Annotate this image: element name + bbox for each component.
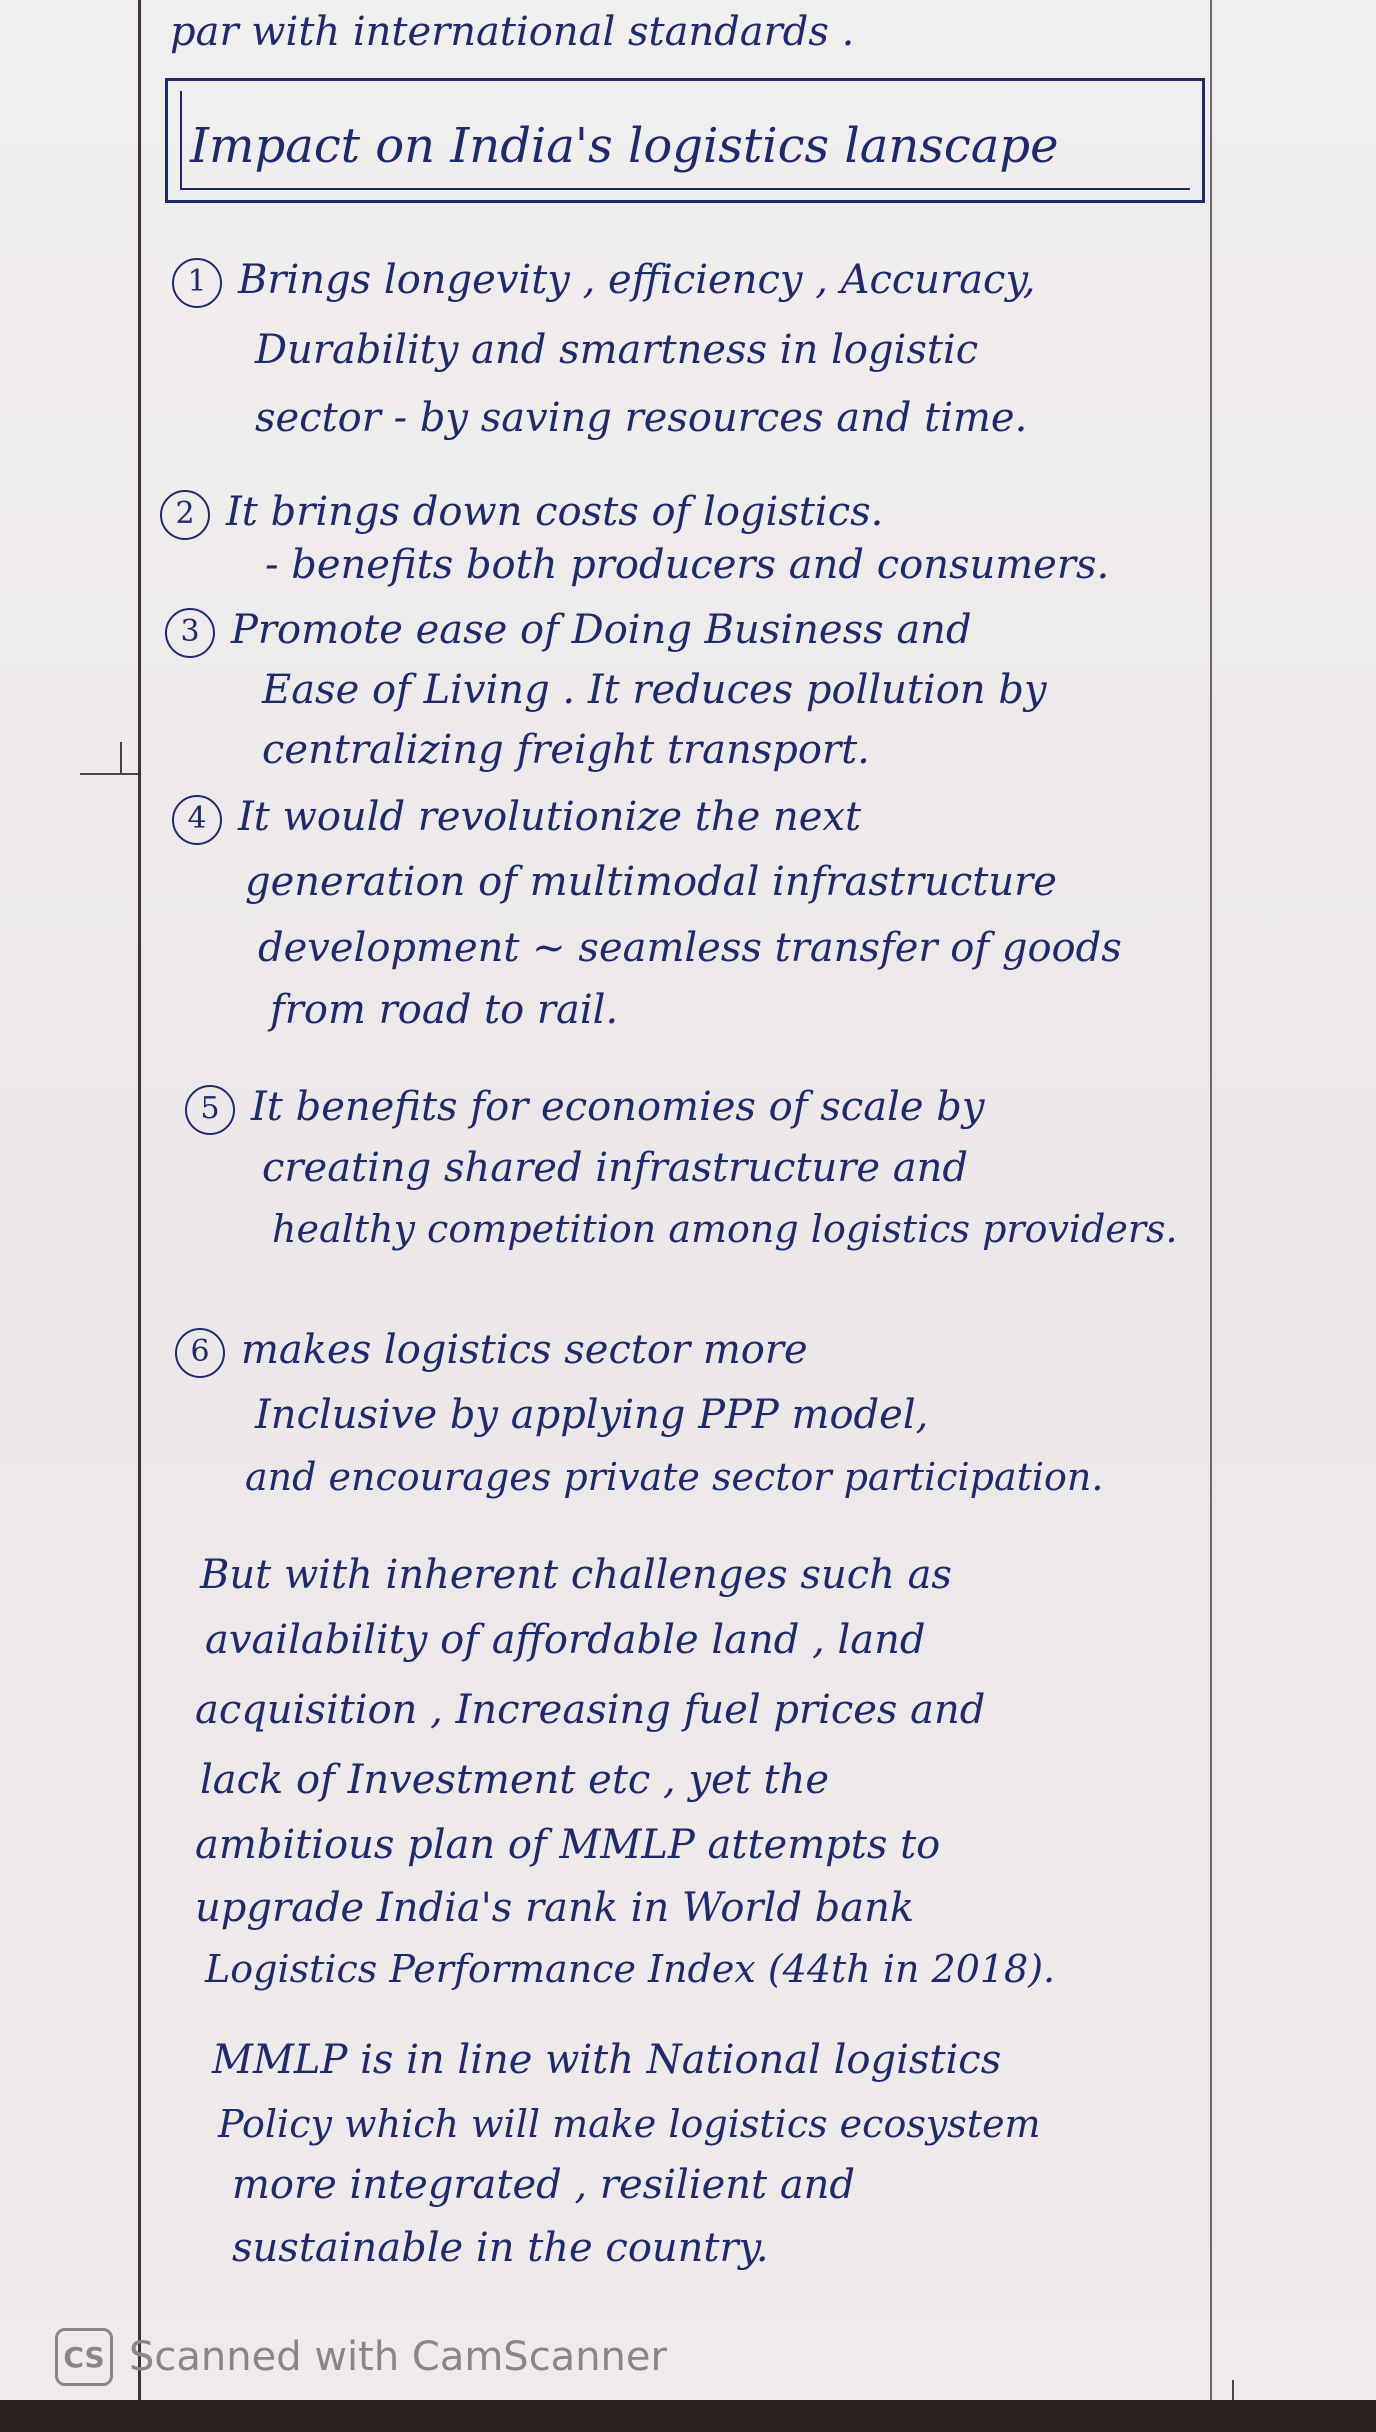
conclusion-line-1: But with inherent challenges such as <box>200 1552 952 1598</box>
margin-tick-mark <box>80 773 138 775</box>
point-5-line-1: 5 It benefits for economies of scale by <box>185 1085 984 1135</box>
point-1-number: 1 <box>172 258 222 308</box>
point-3-number: 3 <box>165 608 215 658</box>
policy-line-2: Policy which will make logistics ecosystem <box>218 2102 1041 2146</box>
point-2-number: 2 <box>160 490 210 540</box>
point-1-line-3: sector - by saving resources and time. <box>255 395 1028 441</box>
policy-line-1: MMLP is in line with National logistics <box>212 2037 1002 2083</box>
conclusion-line-3: acquisition , Increasing fuel prices and <box>195 1687 986 1733</box>
point-1-line-1: 1 Brings longevity , efficiency , Accuracy, <box>172 258 1035 308</box>
point-4-line-1: 4 It would revolutionize the next <box>172 795 861 845</box>
conclusion-line-2: availability of affordable land , land <box>205 1617 926 1663</box>
point-4-line-3: development ~ seamless transfer of goods <box>258 925 1122 971</box>
point-6-line-1: 6 makes logistics sector more <box>175 1328 808 1378</box>
point-4-line-2: generation of multimodal infrastructure <box>245 859 1057 905</box>
camscanner-logo-icon: CS <box>55 2328 113 2386</box>
conclusion-line-7: Logistics Performance Index (44th in 2018). <box>205 1947 1056 1991</box>
page-right-margin-line <box>1210 0 1212 2432</box>
camscanner-watermark <box>55 2328 667 2386</box>
conclusion-line-5: ambitious plan of MMLP attempts to <box>195 1822 941 1868</box>
point-3-line-2: Ease of Living . It reduces pollution by <box>262 667 1047 713</box>
scan-bottom-edge <box>0 2400 1376 2432</box>
conclusion-line-4: lack of Investment etc , yet the <box>200 1757 830 1803</box>
point-4-line-4: from road to rail. <box>270 987 619 1033</box>
conclusion-line-6: upgrade India's rank in World bank <box>195 1885 915 1931</box>
section-heading: Impact on India's logistics lanscape <box>190 118 1059 174</box>
point-5-number: 5 <box>185 1085 235 1135</box>
point-3-line-3: centralizing freight transport. <box>262 727 870 773</box>
margin-tick-mark-vertical <box>120 742 122 774</box>
page-left-margin-line <box>138 0 141 2432</box>
intro-line: par with international standards . <box>170 9 855 55</box>
watermark-label: Scanned with CamScanner <box>129 2334 667 2380</box>
point-5-line-2: creating shared infrastructure and <box>262 1145 969 1191</box>
point-5-line-3: healthy competition among logistics providers. <box>272 1207 1178 1251</box>
point-3-line-1: 3 Promote ease of Doing Business and <box>165 608 972 658</box>
policy-line-3: more integrated , resilient and <box>232 2162 856 2208</box>
point-2-line-1: 2 It brings down costs of logistics. <box>160 490 883 540</box>
point-2-line-2: - benefits both producers and consumers. <box>265 542 1110 588</box>
point-6-line-3: and encourages private sector participation. <box>245 1455 1104 1499</box>
point-6-line-2: Inclusive by applying PPP model, <box>255 1392 929 1438</box>
point-4-number: 4 <box>172 795 222 845</box>
policy-line-4: sustainable in the country. <box>232 2225 769 2271</box>
point-6-number: 6 <box>175 1328 225 1378</box>
point-1-line-2: Durability and smartness in logistic <box>255 327 979 373</box>
